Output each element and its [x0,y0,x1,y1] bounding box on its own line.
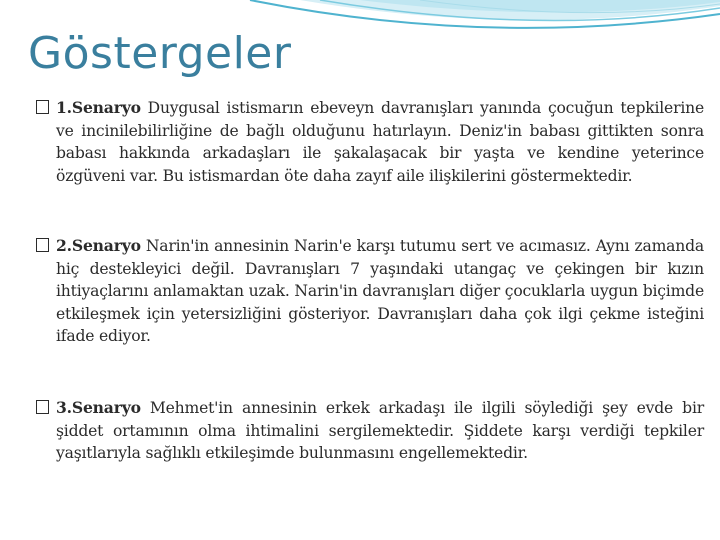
scenario-text: Duygusal istismarın ebeveyn davranışları yanında çocuğun tepkilerine ve incinilebilirliğine de bağlı olduğunu hatırlayın. Deniz'in babası gittikten sonra babası hakkında arkadaşları ile şakalaşacak bir yaşta ve kendine yeterince özgüveni var. Bu istismardan öte daha zayıf aile ilişkilerini göstermektedir. [56,99,704,185]
scenario-label: 1.Senaryo [56,98,141,117]
scenario-paragraph [36,235,704,348]
bullet-icon [36,238,49,252]
scenario-paragraph [36,397,704,465]
slide-title: Göstergeler [28,28,292,79]
scenario-label: 3.Senaryo [56,398,141,417]
bullet-icon [36,400,49,414]
scenario-text: Mehmet'in annesinin erkek arkadaşı ile ilgili söylediği şey evde bir şiddet ortamının olma ihtimalini sergilemektedir. Şiddete karşı verdiği tepkiler yaşıtlarıyla sağlıklı etkileşimde bulunmasını engellemektedir. [56,399,704,462]
bullet-icon [36,100,49,114]
scenario-1 [36,97,704,187]
scenario-text: Narin'in annesinin Narin'e karşı tutumu sert ve acımasız. Aynı zamanda hiç destekleyici değil. Davranışları 7 yaşındaki utangaç ve çekingen bir kızın ihtiyaçlarını anlamaktan uzak. Narin'in davranışları diğer çocuklarla uygun biçimde etkileşmek için yetersizliğini gösteriyor. Davranışları daha çok ilgi çekme isteğini ifade ediyor. [56,237,704,345]
scenario-3 [36,397,704,465]
scenario-label: 2.Senaryo [56,236,141,255]
scenario-paragraph [36,97,704,187]
scenario-2 [36,235,704,348]
